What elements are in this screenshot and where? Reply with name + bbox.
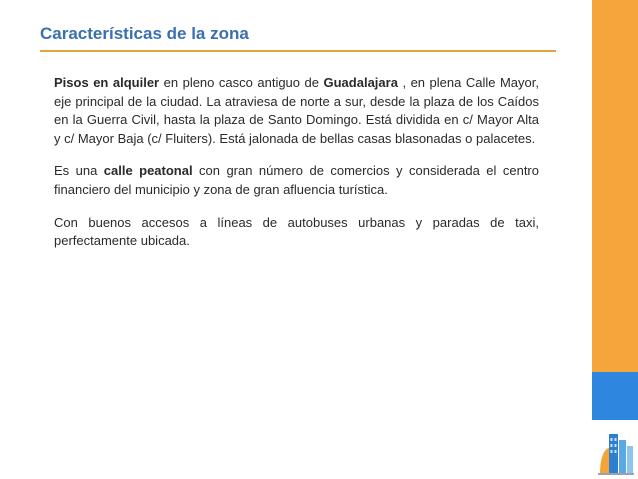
text-segment: con gran número de comercios y considerada el centro financiero del municipio y zona de gran afluencia turística. [54,163,539,197]
paragraph-location [54,74,539,148]
bold-peatonal: calle peatonal [103,163,193,179]
title-underline [40,50,556,52]
text-segment: Es una [54,163,104,179]
text-segment: Con buenos accesos a líneas de autobuses urbanas y paradas de taxi, perfectamente ubicada. [54,214,539,249]
text-segment: en pleno casco antiguo de [159,75,324,90]
bold-pisos: Pisos en alquiler [54,75,160,90]
sidebar-orange-band [592,0,638,372]
slide-body [54,74,539,265]
decorative-sidebar [592,0,638,479]
paragraph-access [54,214,539,251]
slide-title: Características de la zona [40,24,249,43]
text-segment: , en plena Calle Mayor, eje principal de la ciudad. La atraviesa de norte a sur, desde la plaza de los Caídos en la Guerra Civil, hasta la plaza de Santo Domingo. Está dividida en c/ Mayor Alta y c/ Mayor Baja (c/ Fluiters). Está jalonada de bellas casas blasonadas o palacetes. [54,75,539,146]
paragraph-pedestrian [54,162,539,199]
sidebar-blue-band [592,372,638,420]
bold-city: Guadalajara [323,75,398,90]
buildings-logo-icon [596,430,636,476]
